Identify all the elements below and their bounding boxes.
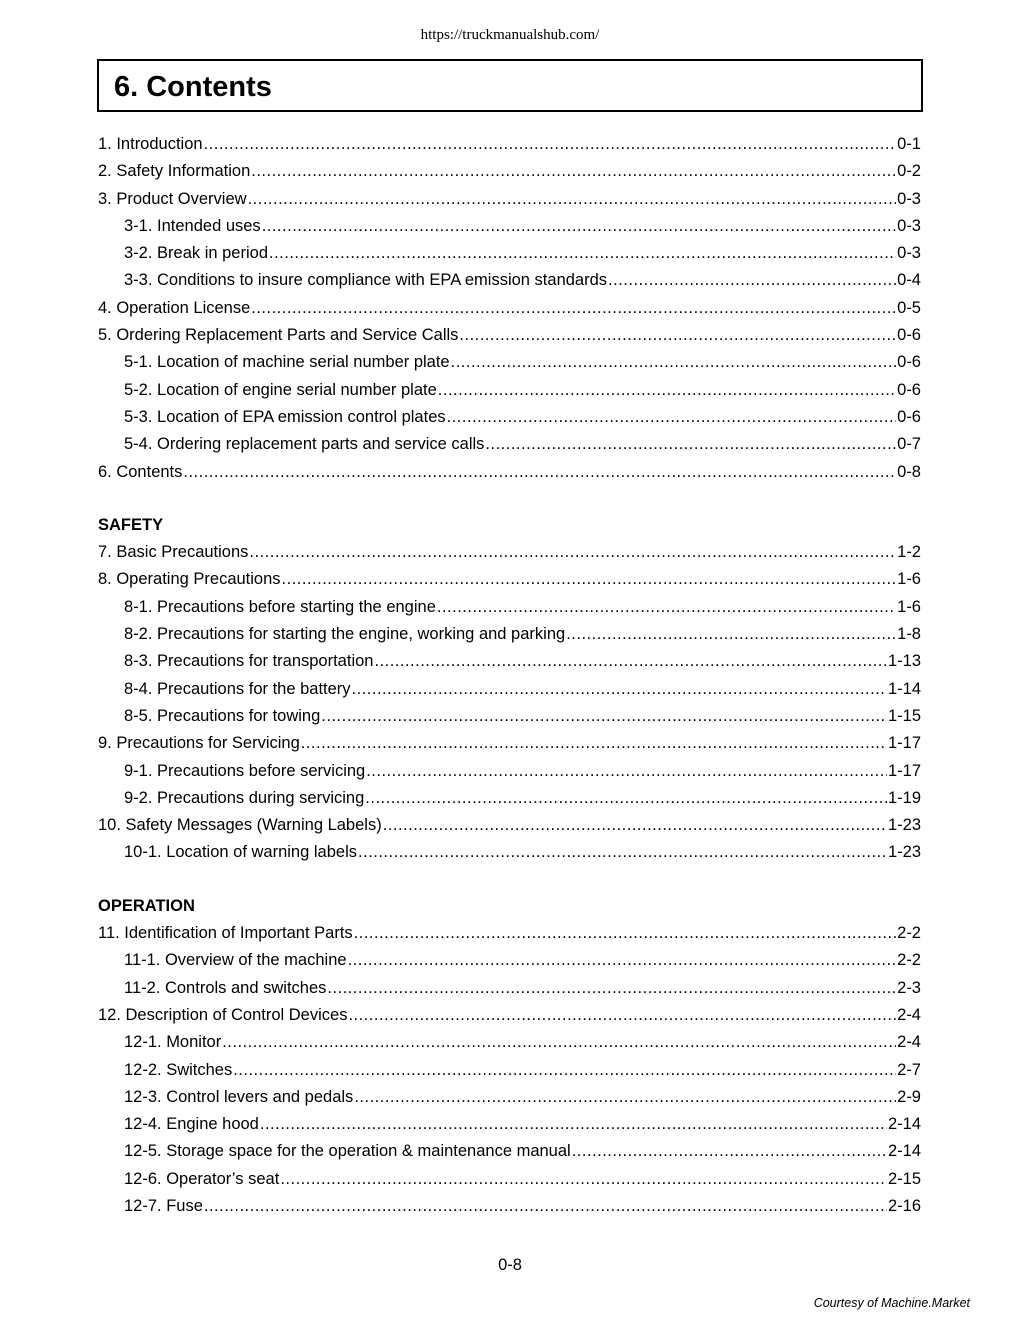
toc-entry[interactable] [98,1111,921,1138]
dot-leader [262,213,896,240]
toc-entry-label: 8-1. Precautions before starting the engine [124,597,436,616]
section-spacer [98,486,921,512]
toc-entry-page: 2-9 [897,1087,921,1106]
section-heading: OPERATION [98,896,195,915]
toc-entry[interactable] [98,920,921,947]
toc-entry-label: 3-2. Break in period [124,244,268,263]
dot-leader [348,1002,896,1029]
toc-entry[interactable] [98,839,921,866]
dot-leader [222,1029,896,1056]
toc-entry-label: 4. Operation License [98,298,251,317]
toc-entry[interactable] [98,240,921,267]
dot-leader [358,839,887,866]
toc-entry-label: 11-2. Controls and switches [124,978,327,997]
toc-entry-page: 0-6 [897,380,921,399]
toc-entry-page: 2-2 [897,951,921,970]
toc-entry-page: 0-1 [897,135,921,153]
dot-leader [269,240,896,267]
toc-entry[interactable] [98,1138,921,1165]
toc-entry[interactable] [98,539,921,566]
toc-entry[interactable] [98,648,921,675]
toc-entry-label: 8-4. Precautions for the battery [124,679,351,698]
toc-entry-label: 12-6. Operator’s seat [124,1169,280,1188]
page-number: 0-8 [498,1256,522,1274]
toc-entry-page: 0-3 [897,244,921,263]
toc-entry[interactable] [98,158,921,185]
toc-entry-page: 0-5 [897,298,921,317]
dot-leader [233,1057,896,1084]
dot-leader [383,812,887,839]
toc-entry-label: 12-5. Storage space for the operation & maintenance manual [124,1142,571,1161]
dot-leader [485,431,896,458]
table-of-contents [98,131,921,1220]
toc-entry[interactable] [98,1029,921,1056]
toc-entry-label: 5-1. Location of machine serial number plate [124,353,450,372]
toc-entry-page: 2-14 [887,1115,921,1134]
toc-entry-label: 6. Contents [98,462,183,481]
toc-entry[interactable] [98,213,921,240]
toc-entry-label: 12-1. Monitor [124,1033,222,1052]
toc-entry-label: 3-1. Intended uses [124,216,261,235]
toc-entry-page: 1-13 [887,652,921,671]
toc-entry-page: 1-23 [887,816,921,835]
toc-entry[interactable] [98,459,921,486]
toc-entry-label: 10. Safety Messages (Warning Labels) [98,816,382,835]
toc-entry[interactable] [98,186,921,213]
toc-entry-page: 0-4 [897,271,921,290]
toc-entry-page: 0-6 [897,353,921,372]
dot-leader [451,349,897,376]
toc-entry-label: 5-2. Location of engine serial number plate [124,380,437,399]
dot-leader [251,158,896,185]
toc-entry[interactable] [98,975,921,1002]
toc-entry[interactable] [98,131,921,158]
source-url[interactable]: https://truckmanualshub.com/ [420,27,600,43]
dot-leader [251,295,896,322]
toc-entry-page: 2-4 [897,1005,921,1024]
toc-entry-page: 2-16 [887,1196,921,1215]
dot-leader [437,594,896,621]
dot-leader [352,676,887,703]
dot-leader [572,1138,887,1165]
dot-leader [608,267,896,294]
toc-entry-label: 12-4. Engine hood [124,1115,259,1134]
dot-leader [248,186,897,213]
toc-entry-page: 0-2 [897,162,921,181]
toc-entry-page: 0-7 [897,435,921,454]
toc-entry-label: 3. Product Overview [98,189,247,208]
toc-entry-page: 0-3 [897,189,921,208]
toc-entry-label: 3-3. Conditions to insure compliance with EPA emission standards [124,271,608,290]
toc-entry-page: 0-8 [897,462,921,481]
toc-entry-label: 11-1. Overview of the machine [124,951,347,970]
toc-entry-page: 2-3 [897,978,921,997]
toc-entry-label: 5-3. Location of EPA emission control plates [124,407,446,426]
toc-entry-label: 7. Basic Precautions [98,543,249,562]
toc-entry[interactable] [98,295,921,322]
page-title-box [97,59,923,112]
toc-entry-label: 9-1. Precautions before servicing [124,761,366,780]
toc-entry[interactable] [98,676,921,703]
dot-leader [282,566,897,593]
toc-entry[interactable] [98,566,921,593]
toc-entry-page: 1-17 [887,761,921,780]
toc-entry-page: 1-6 [897,597,921,616]
dot-leader [260,1111,887,1138]
toc-entry[interactable] [98,431,921,458]
toc-entry-page: 1-6 [897,570,921,589]
toc-entry[interactable] [98,594,921,621]
toc-entry[interactable] [98,1057,921,1084]
dot-leader [374,648,887,675]
toc-entry[interactable] [98,322,921,349]
toc-entry[interactable] [98,947,921,974]
toc-entry[interactable] [98,785,921,812]
toc-entry[interactable] [98,730,921,757]
section-spacer [98,867,921,893]
dot-leader [354,920,896,947]
toc-entry[interactable] [98,1166,921,1193]
dot-leader [459,322,896,349]
toc-entry-page: 0-6 [897,407,921,426]
dot-leader [183,459,896,486]
toc-entry-label: 12. Description of Control Devices [98,1005,348,1024]
toc-entry[interactable] [98,377,921,404]
toc-entry-label: 5. Ordering Replacement Parts and Service Calls [98,326,459,345]
toc-entry[interactable] [98,621,921,648]
dot-leader [327,975,896,1002]
toc-entry-label: 8-3. Precautions for transportation [124,652,374,671]
dot-leader [301,730,887,757]
toc-entry[interactable] [98,812,921,839]
dot-leader [366,758,887,785]
toc-entry-page: 0-3 [897,216,921,235]
dot-leader [438,377,896,404]
dot-leader [204,1193,887,1220]
toc-entry-label: 9-2. Precautions during servicing [124,788,365,807]
dot-leader [354,1084,896,1111]
toc-entry-page: 1-8 [897,625,921,644]
toc-entry[interactable] [98,703,921,730]
toc-entry[interactable] [98,404,921,431]
toc-entry-page: 2-2 [897,924,921,943]
toc-entry[interactable] [98,1193,921,1220]
toc-entry-page: 0-6 [897,326,921,345]
toc-entry-page: 2-14 [887,1142,921,1161]
page-title: 6. Contents [114,71,272,103]
dot-leader [280,1166,887,1193]
toc-entry[interactable] [98,349,921,376]
toc-entry-page: 2-7 [897,1060,921,1079]
toc-entry-page: 1-14 [887,679,921,698]
toc-entry-label: 11. Identification of Important Parts [98,924,353,943]
dot-leader [204,131,897,158]
toc-entry-page: 1-19 [887,788,921,807]
toc-entry-page: 1-15 [887,706,921,725]
section-heading: SAFETY [98,515,164,534]
toc-entry-page: 2-15 [887,1169,921,1188]
toc-entry-label: 5-4. Ordering replacement parts and service calls [124,435,485,454]
dot-leader [321,703,887,730]
toc-entry-label: 12-3. Control levers and pedals [124,1087,354,1106]
toc-entry-label: 8-5. Precautions for towing [124,706,321,725]
toc-entry[interactable] [98,1084,921,1111]
toc-entry-label: 9. Precautions for Servicing [98,734,300,753]
toc-entry-page: 1-17 [887,734,921,753]
dot-leader [447,404,897,431]
toc-entry-page: 1-2 [897,543,921,562]
toc-entry-page: 1-23 [887,843,921,862]
toc-entry-label: 12-7. Fuse [124,1196,203,1215]
dot-leader [348,947,897,974]
toc-entry-label: 8-2. Precautions for starting the engine, working and parking [124,625,566,644]
toc-entry-label: 12-2. Switches [124,1060,233,1079]
toc-entry-label: 8. Operating Precautions [98,570,281,589]
toc-entry[interactable] [98,758,921,785]
dot-leader [566,621,896,648]
toc-entry[interactable] [98,267,921,294]
toc-entry[interactable] [98,1002,921,1029]
toc-entry-page: 2-4 [897,1033,921,1052]
toc-entry-label: 2. Safety Information [98,162,251,181]
courtesy-note: Courtesy of Machine.Market [813,1296,970,1310]
dot-leader [249,539,896,566]
dot-leader [365,785,887,812]
toc-entry-label: 1. Introduction [98,135,203,153]
toc-entry-label: 10-1. Location of warning labels [124,843,357,862]
